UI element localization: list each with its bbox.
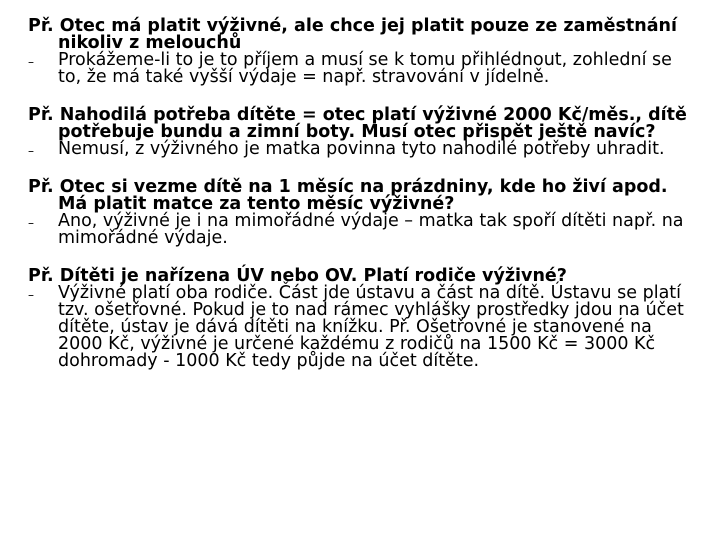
- bullet-dash: –: [28, 144, 34, 158]
- example-question: Př. Otec si vezme dítě na 1 měsíc na prázdniny, kde ho živí apod. Má platit matce za tento měsíc výživné?: [28, 177, 668, 214]
- answer-text: Prokážeme-li to je to příjem a musí se k tomu přihlédnout, zohlední se to, že má také vyšší výdaje = např. stravování v jídelně.: [58, 50, 672, 87]
- example-question: Př. Nahodilá potřeba dítěte = otec platí výživné 2000 Kč/měs., dítě potřebuje bundu a zimní boty. Musí otec přispět ještě navíc?: [28, 105, 687, 142]
- example-question: Př. Otec má platit výživné, ale chce jej platit pouze ze zaměstnání nikoliv z melouchů: [28, 16, 678, 53]
- example-block: [28, 179, 692, 247]
- answer-text: Nemusí, z výživného je matka povinna tyto nahodilé potřeby uhradit.: [58, 139, 665, 159]
- example-answer: [28, 213, 692, 247]
- example-answer: [28, 285, 692, 370]
- document-page: [28, 18, 692, 391]
- bullet-dash: –: [28, 288, 34, 302]
- example-answer: [28, 52, 692, 86]
- answer-text: Výživné platí oba rodiče. Část jde ústavu a část na dítě. Ústavu se platí tzv. ošetřovné. Pokud je to nad rámec vyhlášky prostředky jdou na účet dítěte, ústav je dává dítěti na knížku. Př. Ošetřovné je stanovené na 2000 Kč, výživné je určené každému z rodičů na 1500 Kč = 3000 Kč dohromady - 1000 Kč tedy půjde na účet dítěte.: [58, 283, 684, 371]
- bullet-dash: –: [28, 55, 34, 69]
- example-block: [28, 268, 692, 370]
- example-block: [28, 18, 692, 86]
- example-block: [28, 107, 692, 158]
- bullet-dash: –: [28, 216, 34, 230]
- example-question: Př. Dítěti je nařízena ÚV nebo OV. Platí rodiče výživné?: [28, 266, 567, 286]
- answer-text: Ano, výživné je i na mimořádné výdaje – matka tak spoří dítěti např. na mimořádné výdaje.: [58, 211, 684, 248]
- example-answer: [28, 141, 692, 158]
